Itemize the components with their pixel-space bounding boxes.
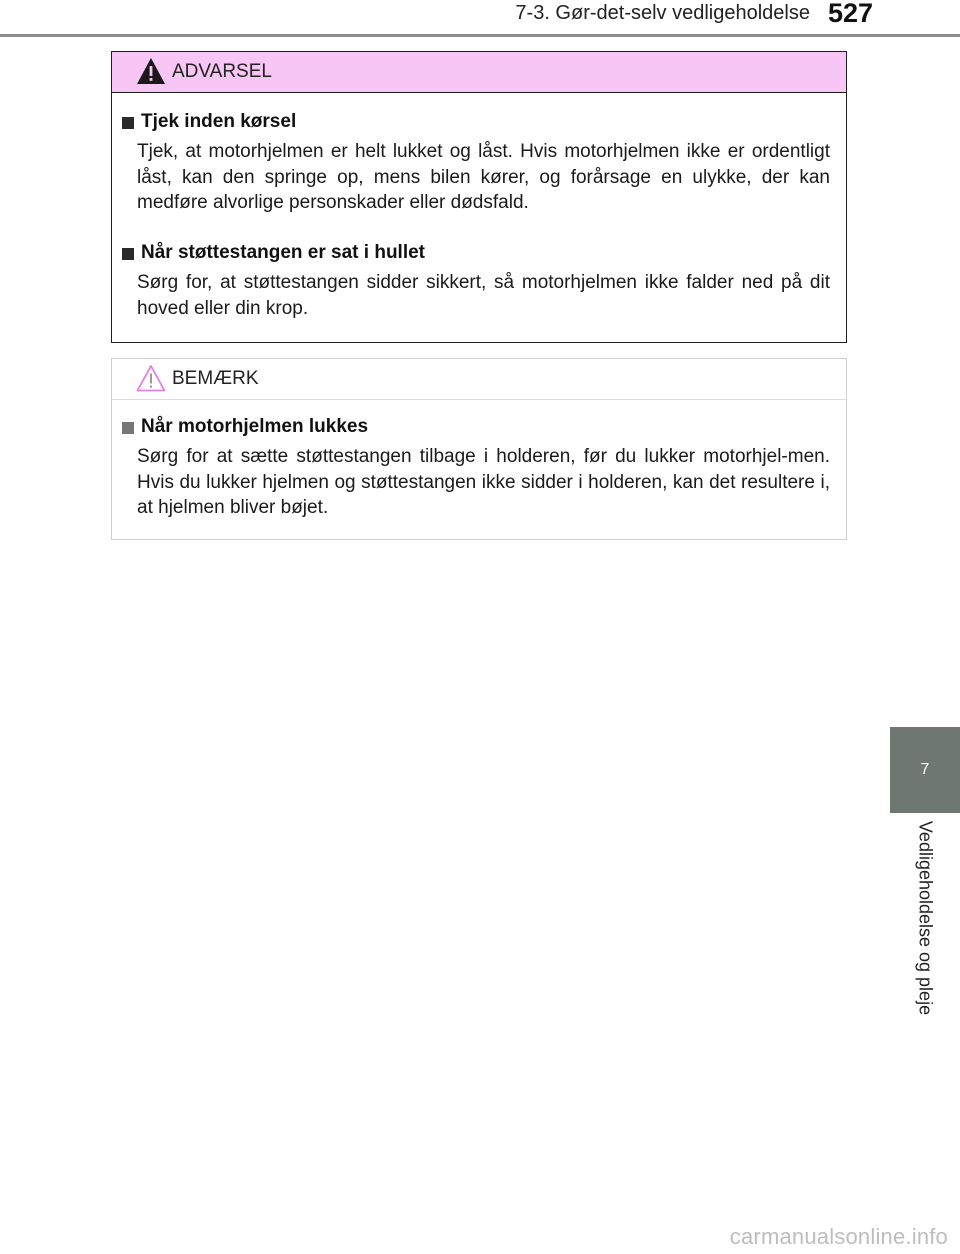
warning-box-header (112, 52, 846, 93)
caution-triangle-icon (136, 364, 166, 392)
notice-box-header (112, 359, 846, 400)
section-title-text: Tjek inden kørsel (141, 111, 297, 132)
notice-label: BEMÆRK (172, 368, 259, 389)
warning-triangle-icon (136, 57, 166, 85)
section-title (122, 416, 368, 438)
chapter-tab: 7 (890, 727, 960, 813)
section-title-text: Når støttestangen er sat i hullet (141, 242, 426, 263)
section-title (122, 242, 425, 264)
section-body: Sørg for at sætte støttestangen tilbage i holderen, før du lukker motorhjel-men. Hvis du lukker hjelmen og støttestangen ikke sidder i holderen, kan det resultere i, at hjelmen bliver bøjet. (137, 446, 830, 518)
chapter-side-label: Vedligeholdelse og pleje (915, 820, 936, 1016)
section-body: Sørg for, at støttestangen sidder sikkert, så motorhjelmen ikke falder ned på dit hoved eller din krop. (137, 272, 830, 319)
square-bullet-icon (122, 117, 134, 129)
warning-box (111, 51, 847, 343)
warning-label: ADVARSEL (172, 61, 272, 82)
square-bullet-icon (122, 422, 134, 434)
page-header-section: 7-3. Gør-det-selv vedligeholdelse (515, 2, 810, 24)
header-rule (0, 34, 960, 37)
notice-box (111, 358, 847, 540)
section-title-text: Når motorhjelmen lukkes (141, 416, 369, 437)
section-body: Tjek, at motorhjelmen er helt lukket og låst. Hvis motorhjelmen ikke er ordentligt låst, kan den springe op, mens bilen kører, og forårsage en ulykke, der kan medføre alvorlige personskader eller dødsfald. (137, 141, 830, 213)
footer-watermark: carmanualsonline.info (729, 1224, 948, 1249)
section-title (122, 111, 296, 133)
page-number: 527 (828, 0, 874, 28)
square-bullet-icon (122, 248, 134, 260)
